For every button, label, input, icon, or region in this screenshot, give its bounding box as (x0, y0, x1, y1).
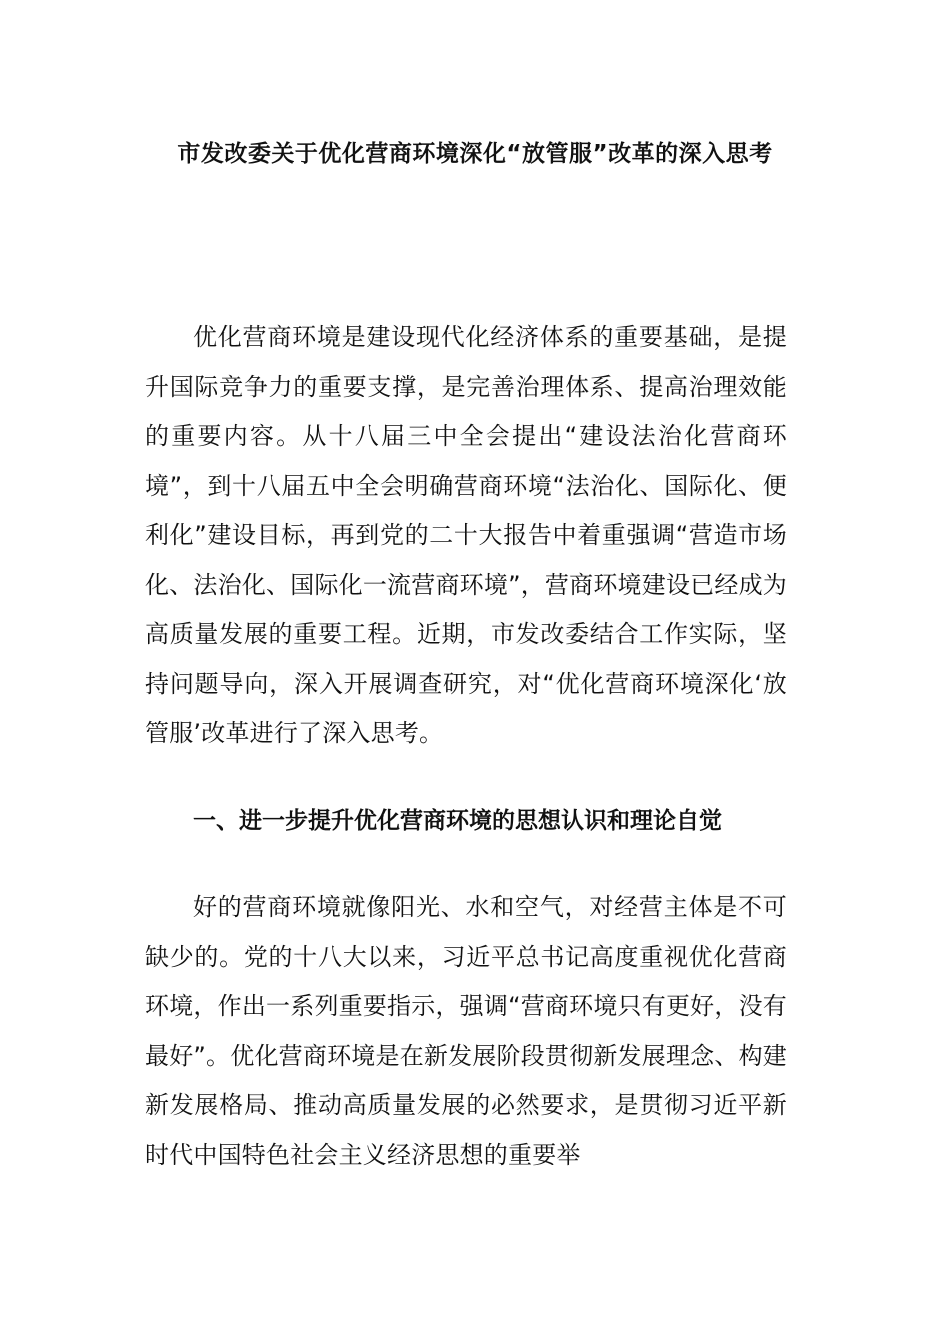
paragraph-intro: 优化营商环境是建设现代化经济体系的重要基础，是提升国际竞争力的重要支撑，是完善治理体系、提高治理效能的重要内容。从十八届三中全会提出“建设法治化营商环境”，到十八届五中全会明确营商环境“法治化、国际化、便利化”建设目标，再到党的二十大报告中着重强调“营造市场化、法治化、国际化一流营商环境”，营商环境建设已经成为高质量发展的重要工程。近期，市发改委结合工作实际，坚持问题导向，深入开展调查研究，对“优化营商环境深化‘放管服’改革进行了深入思考。 (145, 323, 787, 747)
section-heading-1: 一、进一步提升优化营商环境的思想认识和理论自觉 (193, 808, 722, 834)
document-title: 市发改委关于优化营商环境深化“放管服”改革的深入思考 (177, 141, 773, 167)
paragraph-section-1: 好的营商环境就像阳光、水和空气，对经营主体是不可缺少的。党的十八大以来，习近平总书记高度重视优化营商环境，作出一系列重要指示，强调“营商环境只有更好，没有最好”。优化营商环境是在新发展阶段贯彻新发展理念、构建新发展格局、推动高质量发展的必然要求，是贯彻习近平新时代中国特色社会主义经济思想的重要举 (145, 893, 787, 1169)
